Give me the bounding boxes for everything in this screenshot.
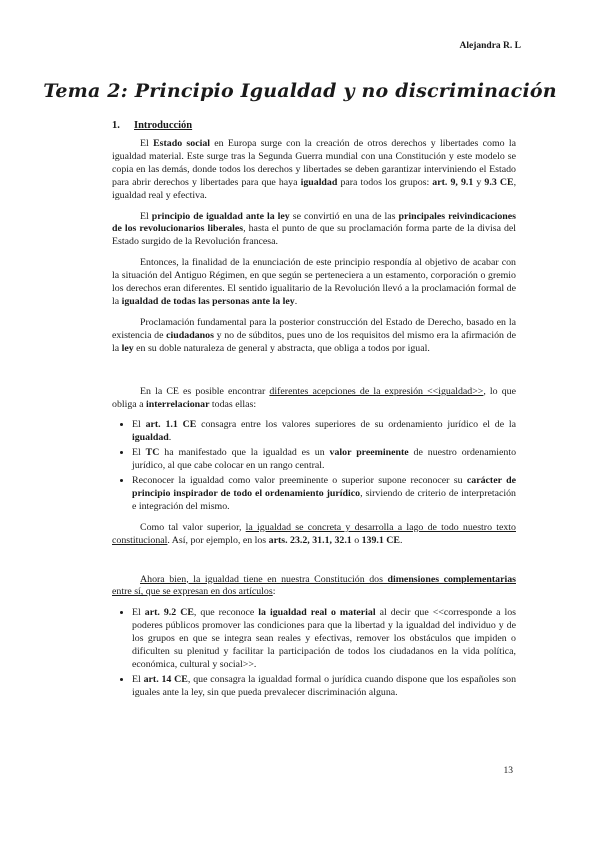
text-run: El [132, 673, 144, 685]
text-run: , igualdad real y efectiva. [112, 176, 517, 201]
list-item [132, 475, 516, 514]
bold-text: igualdad [300, 176, 338, 188]
bold-text: TC [145, 447, 160, 459]
text-run: El [132, 607, 145, 619]
section-heading [112, 120, 192, 131]
text-run: El [140, 138, 154, 149]
text-run: consagra entre los valores superiores de su ordenamiento jurídico el de la [196, 419, 516, 431]
bold-text: art. 1.1 CE [145, 419, 197, 431]
underlined-text: diferentes acepciones de la expresión <<igualdad>> [269, 385, 484, 397]
list-item [132, 674, 516, 700]
section-title: Introducción [134, 120, 193, 131]
text-run: . [400, 534, 403, 546]
paragraph-estado-social [112, 138, 516, 203]
bold-text: arts. 23.2, 31.1, 32.1 [268, 534, 352, 546]
text-run: y [473, 176, 485, 188]
text-run: Proclamación fundamental para la posterior construcción del Estado de Derecho, basado en la existencia de [112, 316, 516, 341]
bold-text: valor preeminente [329, 447, 409, 459]
underlined-text: la igualdad se concreta y desarrolla a lago de todo nuestro texto constitucional [112, 521, 516, 546]
bold-text: 9.3 CE [484, 176, 514, 188]
text-run: . Así, por ejemplo, en los [167, 534, 269, 546]
text-run: El [132, 419, 146, 431]
text-run: en su doble naturaleza de general y abstracta, que obliga a todos por igual. [133, 342, 430, 354]
bullet-list-acepciones [112, 419, 516, 513]
text-run: en Europa surge con la creación de otros derechos y libertades como la igualdad material. Este surge tras la Segunda Guerra mundial con una Constitución y este modelo se copia en las demás, donde todos los derechos y libertades se deben garantizar interviniendo el Estado para abrir derechos y libertades para que haya [112, 138, 516, 188]
text-run: , que consagra la igualdad formal o jurídica cuando dispone que los españoles son iguales ante la ley, sin que pueda prevalecer discriminación alguna. [132, 673, 517, 698]
text-run: : [272, 586, 276, 598]
text-run: o [351, 534, 362, 546]
text-run: se convirtió en una de las [289, 210, 399, 222]
bold-text: art. 9, 9.1 [432, 176, 474, 188]
bold-text: art. 14 CE [143, 673, 188, 685]
text-run: Reconocer la igualdad como valor preeminente o superior supone reconocer su [132, 475, 467, 487]
list-item [132, 607, 516, 672]
bold-text: la igualdad real o material [258, 607, 376, 619]
underlined-text: Ahora bien, la igualdad tiene en nuestra Constitución dos [140, 573, 388, 585]
text-run: y no de súbditos, pues uno de los requisitos del mismo era la afirmación de la [112, 329, 516, 354]
text-run: , hasta el punto de que su proclamación forma parte de la divisa del Estado surgido de la Revolución francesa. [112, 223, 517, 248]
bold-text: dimensiones complementarias [387, 573, 516, 585]
bold-text: principio de igualdad ante la ley [151, 210, 290, 222]
bold-text: igualdad [132, 432, 169, 444]
text-run: . [294, 295, 298, 307]
bold-text: ciudadanos [166, 329, 214, 341]
bold-text: igualdad de todas las personas ante la ley [121, 295, 295, 307]
text-run: . [168, 432, 172, 444]
bold-text: 139.1 CE [361, 534, 401, 546]
text-run: de nuestro ordenamiento jurídico, al que cabe colocar en un rango central. [132, 447, 517, 472]
text-run: El [132, 447, 146, 459]
document-body [112, 138, 516, 708]
bold-text: carácter de principio inspirador de todo el ordenamiento jurídico [132, 475, 517, 499]
bullet-list-dimensiones [112, 607, 516, 699]
paragraph-principio-igualdad [112, 211, 516, 250]
text-run: , que reconoce [193, 607, 259, 619]
text-run: al decir que <<corresponde a los poderes públicos promover las condiciones para que la libertad y la igualdad del individuo y de los grupos en que se integra sean reales y efectivas, remover los obstáculos que impiden o dificulten su plenitud y facilitar la participación de todos los ciudadanos en la vida política, económica, cultural y social>>. [132, 607, 517, 670]
bold-text: principales reivindicaciones de los revolucionarios liberales [112, 210, 516, 235]
spacer [112, 364, 516, 386]
paragraph-dimensiones [112, 574, 516, 600]
paragraph-proclamacion [112, 317, 516, 356]
list-item [132, 419, 516, 445]
bold-text: Estado social [153, 138, 211, 149]
page-title: Tema 2: Principio Igualdad y no discriminación [43, 80, 557, 102]
text-run: , lo que obliga a [112, 385, 516, 410]
paragraph-antiguo-regimen [112, 257, 516, 309]
text-run: El [140, 210, 152, 222]
author-header: Alejandra R. L [459, 41, 521, 51]
text-run: ha manifestado que la igualdad es un [159, 447, 330, 459]
spacer [112, 556, 516, 574]
underlined-text: entre sí, que se expresan en dos artículos [112, 586, 273, 598]
text-run: En la CE es posible encontrar [140, 385, 270, 397]
text-run: todas ellas: [209, 398, 257, 410]
section-number: 1. [112, 120, 120, 131]
page-number: 13 [503, 766, 513, 776]
text-run: para todos los grupos: [337, 176, 433, 188]
bold-text: art. 9.2 CE [144, 607, 194, 619]
text-run: Como tal valor superior, [140, 521, 246, 533]
text-run: Entonces, la finalidad de la enunciación de este principio respondía al objetivo de acabar con la situación del Antiguo Régimen, en que según se perteneciera a un estamento, corporación o gremio los derechos eran diferentes. El sentido igualitario de la Revolución llevó a la proclamación formal de la [112, 257, 516, 307]
text-run: , sirviendo de criterio de interpretación e integración del mismo. [132, 487, 516, 512]
paragraph-acepciones [112, 386, 516, 412]
bold-text: interrelacionar [146, 398, 210, 410]
paragraph-valor-superior [112, 522, 516, 548]
bold-text: ley [121, 342, 134, 354]
list-item [132, 447, 516, 473]
